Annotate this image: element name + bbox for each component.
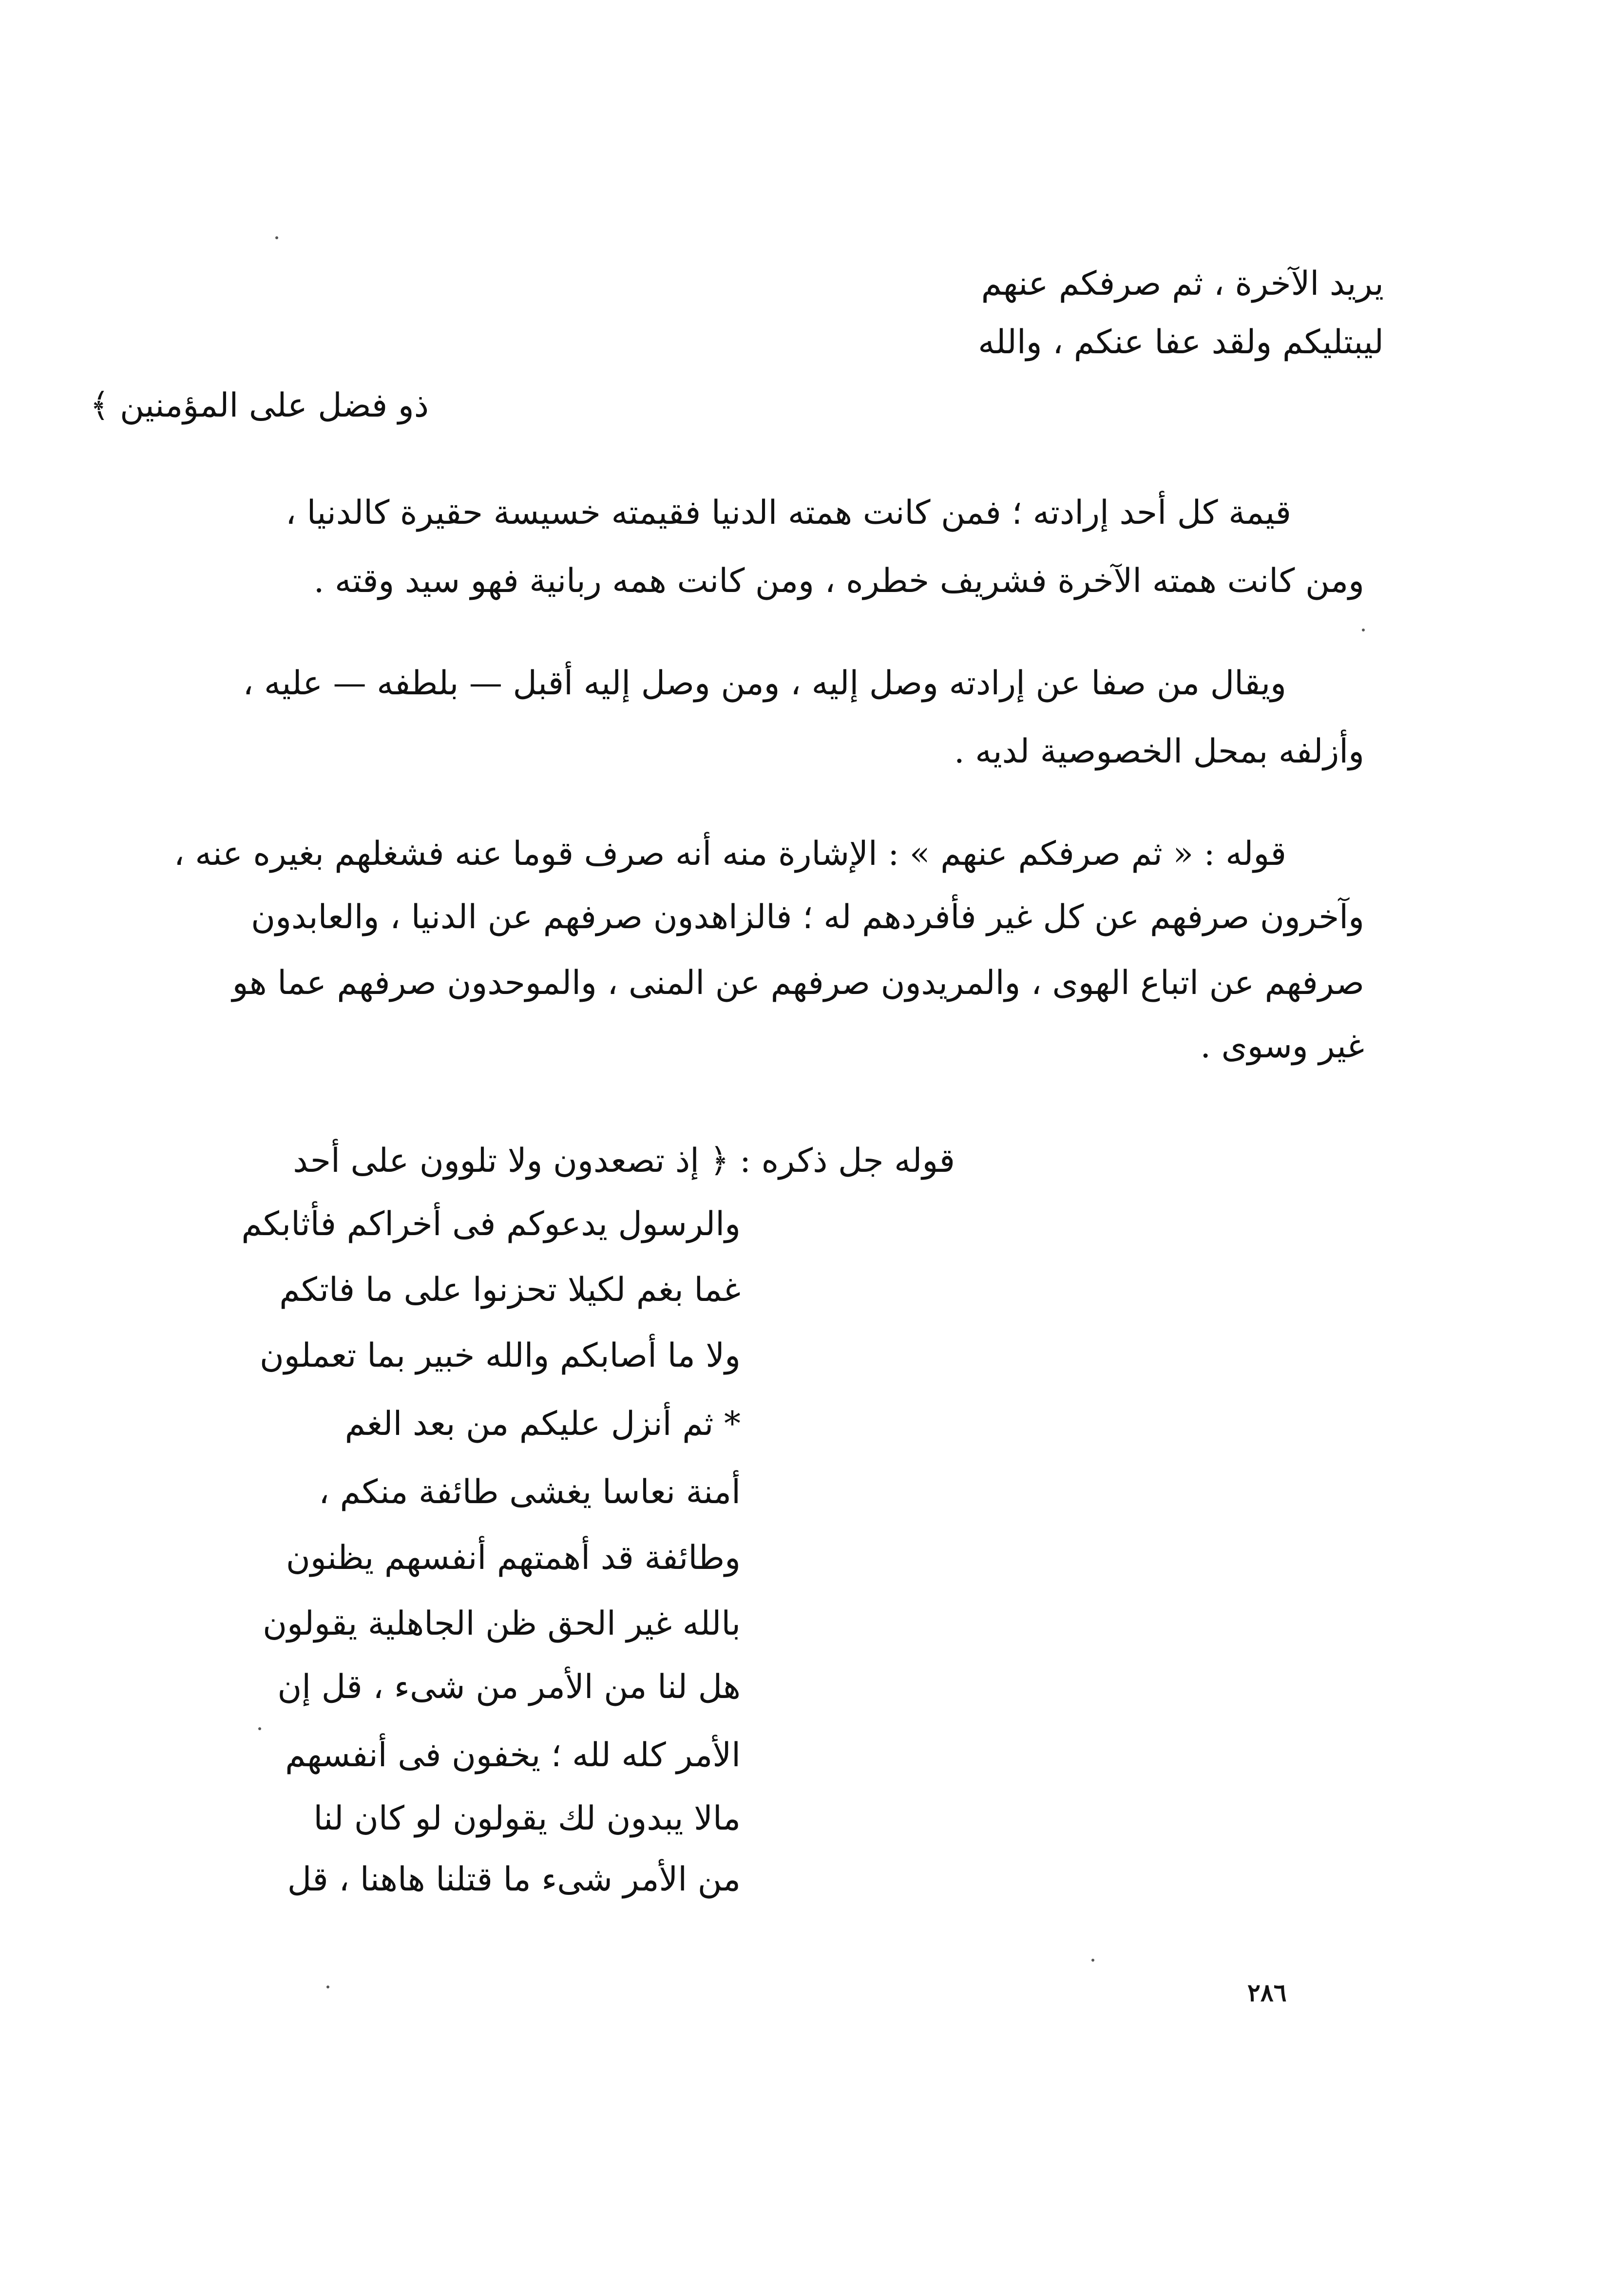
paragraph-line: غير وسوى . <box>1200 1027 1364 1066</box>
scan-speck <box>258 1727 261 1730</box>
paragraph-line: قوله : « ثم صرفكم عنهم » : الإشارة منه أنه صرف قوما عنه فشغلهم بغيره عنه ، <box>173 835 1286 873</box>
verse-line: وطائفة قد أهمتهم أنفسهم يظنون <box>286 1539 741 1577</box>
verse-line: والرسول يدعوكم فى أخراكم فأثابكم <box>241 1205 741 1243</box>
verse-line: بالله غير الحق ظن الجاهلية يقولون <box>263 1604 741 1643</box>
scan-speck <box>1362 629 1365 631</box>
verse-line: غما بغم لكيلا تحزنوا على ما فاتكم <box>279 1271 741 1309</box>
paragraph-line: وآخرون صرفهم عن كل غير فأفردهم له ؛ فالزاهدون صرفهم عن الدنيا ، والعابدون <box>251 898 1364 936</box>
verse-line: قوله جل ذكره : ﴿ إذ تصعدون ولا تلوون على أحد <box>293 1142 955 1180</box>
verse-line: أمنة نعاسا يغشى طائفة منكم ، <box>319 1473 741 1511</box>
verse-line: مالا يبدون لك يقولون لو كان لنا <box>313 1799 741 1838</box>
scan-speck <box>326 1986 329 1988</box>
verse-line: يريد الآخرة ، ثم صرفكم عنهم <box>981 265 1384 303</box>
paragraph-line: ويقال من صفا عن إرادته وصل إليه ، ومن وصل إليه أقبل — بلطفه — عليه ، <box>243 664 1286 703</box>
verse-line: هل لنا من الأمر من شىء ، قل إن <box>277 1668 741 1706</box>
verse-line: ذو فضل على المؤمنين ﴾ <box>90 386 429 425</box>
paragraph-line: وأزلفه بمحل الخصوصية لديه . <box>954 732 1364 771</box>
paragraph-line: ومن كانت همته الآخرة فشريف خطره ، ومن كانت همه ربانية فهو سيد وقته . <box>313 562 1364 600</box>
verse-line: من الأمر شىء ما قتلنا هاهنا ، قل <box>287 1860 741 1899</box>
verse-line: الأمر كله لله ؛ يخفون فى أنفسهم <box>285 1736 741 1775</box>
page-number: ٢٨٦ <box>1247 1978 1287 2007</box>
scan-speck <box>275 236 278 239</box>
paragraph-line: صرفهم عن اتباع الهوى ، والمريدون صرفهم عن المنى ، والموحدون صرفهم عما هو <box>232 964 1364 1002</box>
paragraph-line: قيمة كل أحد إرادته ؛ فمن كانت همته الدنيا فقيمته خسيسة حقيرة كالدنيا ، <box>286 494 1291 532</box>
verse-line: ولا ما أصابكم والله خبير بما تعملون <box>259 1336 741 1375</box>
verse-line: * ثم أنزل عليكم من بعد الغم <box>344 1405 741 1443</box>
verse-line: ليبتليكم ولقد عفا عنكم ، والله <box>978 323 1384 362</box>
scan-speck <box>1091 1959 1094 1962</box>
